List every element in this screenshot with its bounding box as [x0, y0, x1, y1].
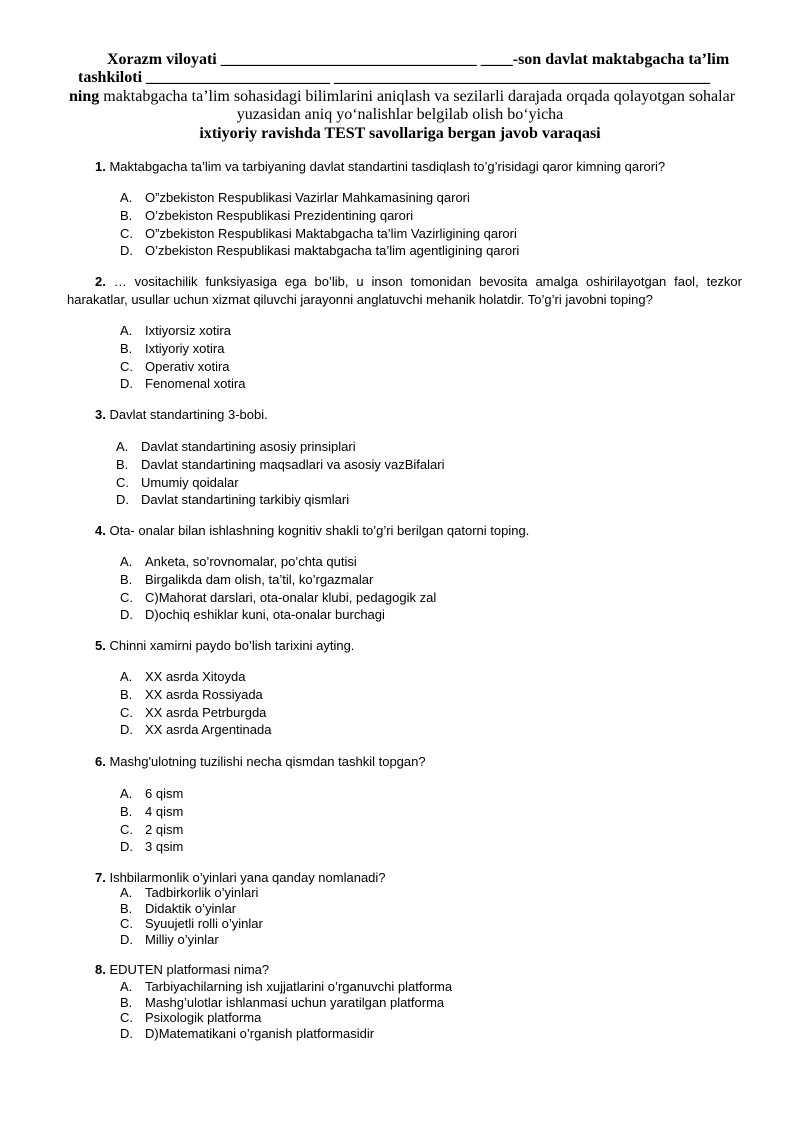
- option-letter: B.: [120, 686, 133, 702]
- option-letter: B.: [120, 900, 133, 916]
- option-a[interactable]: [120, 322, 245, 340]
- question-5: [95, 637, 354, 655]
- question-7-options: [120, 885, 263, 948]
- option-text: Birgalikda dam olish, ta’til, ko’rgazmalar: [145, 571, 374, 587]
- option-text: 2 qism: [145, 821, 184, 837]
- option-text: Davlat standartining tarkibiy qismlari: [141, 492, 350, 508]
- question-text: Ota- onalar bilan ishlashning kognitiv shakli to’g’ri berilgan qatorni toping.: [109, 523, 530, 538]
- option-text: Mashg’ulotlar ishlanmasi uchun yaratilgan platforma: [145, 994, 445, 1010]
- question-number: 5.: [95, 638, 106, 653]
- option-d[interactable]: [120, 932, 263, 948]
- option-text: O’zbekiston Respublikasi maktabgacha ta’lim agentligining qarori: [145, 243, 520, 259]
- option-letter: C.: [120, 704, 133, 720]
- question-8-options: [120, 979, 452, 1042]
- question-4: [95, 522, 529, 540]
- option-text: XX asrda Xitoyda: [145, 669, 246, 684]
- option-letter: A.: [120, 554, 133, 569]
- option-c[interactable]: [116, 474, 444, 492]
- question-text: … vositachilik funksiyasiga ega bo’lib, u inson tomonidan bevosita amalga oshirilayotgan faol, tezkor harakatlar, usullar uchun xizmat qiluvchi jarayonni anglatuvchi mehanik holatdir. To’g’ri javobni toping?: [67, 274, 742, 307]
- option-text: Umumiy qoidalar: [141, 474, 239, 490]
- question-text: Maktabgacha ta’lim va tarbiyaning davlat standartini tasdiqlash to’g’risidagi qaror kimning qarori?: [109, 159, 666, 174]
- option-a[interactable]: [120, 885, 263, 901]
- question-text: Davlat standartining 3-bobi.: [109, 407, 268, 422]
- question-number: 4.: [95, 523, 106, 538]
- question-2: [67, 273, 742, 309]
- header-line-region: Xorazm viloyati ________________________________ ____-son davlat maktabgacha ta’lim: [107, 51, 730, 68]
- option-letter: D.: [120, 722, 133, 738]
- option-text: Operativ xotira: [145, 358, 230, 374]
- option-text: Tarbiyachilarning ish xujjatlarini o’rganuvchi platforma: [145, 979, 453, 994]
- option-c[interactable]: [120, 225, 519, 243]
- option-text: Ixtiyoriy xotira: [145, 340, 225, 356]
- option-a[interactable]: [120, 979, 452, 995]
- question-1: [95, 158, 665, 176]
- option-letter: B.: [120, 571, 133, 587]
- option-text: Anketa, so’rovnomalar, po’chta qutisi: [145, 554, 357, 569]
- option-text: Syuujetli rolli o’yinlar: [145, 916, 263, 932]
- option-letter: A.: [120, 979, 133, 994]
- question-number: 8.: [95, 962, 106, 977]
- option-a[interactable]: [120, 785, 183, 803]
- option-text: Didaktik o’yinlar: [145, 900, 237, 916]
- option-c[interactable]: [120, 916, 263, 932]
- option-text: XX asrda Petrburgda: [145, 704, 267, 720]
- option-a[interactable]: [120, 553, 436, 571]
- option-c[interactable]: [120, 1010, 452, 1026]
- option-text: 6 qism: [145, 786, 184, 801]
- option-d[interactable]: [120, 1026, 452, 1042]
- option-text: D)Matematikani o’rganish platformasidir: [145, 1026, 375, 1042]
- option-b[interactable]: [120, 207, 519, 225]
- option-letter: D.: [120, 607, 133, 623]
- question-6-options: [120, 785, 183, 856]
- option-text: O”zbekiston Respublikasi Vazirlar Mahkamasining qarori: [145, 190, 470, 205]
- option-text: C)Mahorat darslari, ota-onalar klubi, pedagogik zal: [145, 589, 437, 605]
- option-letter: C.: [120, 358, 133, 374]
- option-text: Fenomenal xotira: [145, 376, 246, 392]
- option-text: Davlat standartining asosiy prinsiplari: [141, 439, 356, 454]
- question-3: [95, 406, 268, 424]
- option-letter: A.: [120, 323, 133, 338]
- header-line-purpose: yuzasidan aniq yoʻnalishlar belgilab olish boʻyicha: [236, 106, 564, 123]
- header-line-description: [69, 87, 735, 106]
- question-8: [95, 961, 269, 979]
- option-text: Psixologik platforma: [145, 1010, 262, 1026]
- option-letter: D.: [120, 376, 133, 392]
- option-letter: C.: [120, 916, 133, 932]
- option-d[interactable]: [120, 242, 519, 260]
- question-text: Chinni xamirni paydo bo’lish tarixini ayting.: [109, 638, 355, 653]
- question-2-options: [120, 322, 245, 393]
- option-a[interactable]: [120, 189, 519, 207]
- option-text: D)ochiq eshiklar kuni, ota-onalar burchagi: [145, 607, 385, 623]
- question-3-options: [116, 438, 444, 509]
- option-letter: C.: [120, 589, 133, 605]
- option-letter: C.: [116, 474, 129, 490]
- option-d[interactable]: [120, 721, 271, 739]
- option-letter: D.: [120, 839, 133, 855]
- option-b[interactable]: [120, 901, 263, 917]
- question-text: Mashg'ulotning tuzilishi necha qismdan tashkil topgan?: [109, 754, 426, 769]
- question-text: Ishbilarmonlik o’yinlari yana qanday nomlanadi?: [109, 870, 386, 885]
- option-b[interactable]: [120, 571, 436, 589]
- question-number: 7.: [95, 870, 106, 885]
- option-letter: D.: [120, 243, 133, 259]
- option-text: O’zbekiston Respublikasi Prezidentining qarori: [145, 207, 414, 223]
- option-letter: D.: [120, 1026, 133, 1042]
- option-letter: C.: [120, 1010, 133, 1026]
- option-text: O”zbekiston Respublikasi Maktabgacha ta’lim Vazirligining qarori: [145, 225, 517, 241]
- question-number: 2.: [95, 274, 106, 289]
- option-a[interactable]: [116, 438, 444, 456]
- option-letter: A.: [116, 439, 129, 454]
- option-text: XX asrda Argentinada: [145, 722, 272, 738]
- option-text: Tadbirkorlik o’yinlari: [145, 885, 259, 900]
- option-letter: B.: [120, 340, 133, 356]
- option-c[interactable]: [120, 358, 245, 376]
- header-line-description-bold: ning: [69, 88, 100, 105]
- option-b[interactable]: [120, 995, 452, 1011]
- question-text: EDUTEN platformasi nima?: [109, 962, 270, 977]
- option-b[interactable]: [116, 456, 444, 474]
- option-d[interactable]: [120, 606, 436, 624]
- option-letter: C.: [120, 225, 133, 241]
- option-letter: D.: [120, 932, 133, 948]
- header-line-institution: tashkiloti _______________________ _______________________________________________: [78, 69, 711, 86]
- option-text: Ixtiyorsiz xotira: [145, 323, 231, 338]
- option-b[interactable]: [120, 803, 183, 821]
- option-text: 4 qism: [145, 803, 184, 819]
- question-6: [95, 753, 426, 771]
- option-b[interactable]: [120, 686, 271, 704]
- option-text: XX asrda Rossiyada: [145, 686, 263, 702]
- question-number: 1.: [95, 159, 106, 174]
- question-number: 3.: [95, 407, 106, 422]
- option-letter: B.: [120, 803, 133, 819]
- option-letter: A.: [120, 885, 133, 900]
- option-d[interactable]: [116, 491, 444, 509]
- option-text: 3 qsim: [145, 839, 184, 855]
- option-text: Milliy o’yinlar: [145, 932, 219, 948]
- option-letter: D.: [116, 492, 129, 508]
- question-7: [95, 869, 386, 887]
- option-letter: A.: [120, 190, 133, 205]
- question-number: 6.: [95, 754, 106, 769]
- question-1-options: [120, 189, 519, 260]
- option-letter: B.: [120, 207, 133, 223]
- option-c[interactable]: [120, 589, 436, 607]
- option-c[interactable]: [120, 704, 271, 722]
- option-letter: B.: [116, 456, 129, 472]
- option-d[interactable]: [120, 375, 245, 393]
- option-c[interactable]: [120, 821, 183, 839]
- option-b[interactable]: [120, 340, 245, 358]
- option-letter: A.: [120, 786, 133, 801]
- option-text: Davlat standartining maqsadlari va asosiy vazBifalari: [141, 456, 445, 472]
- option-d[interactable]: [120, 838, 183, 856]
- option-letter: B.: [120, 994, 133, 1010]
- question-5-options: [120, 668, 271, 739]
- option-a[interactable]: [120, 668, 271, 686]
- header-line-description-rest: maktabgacha ta’lim sohasidagi bilimlarini aniqlash va sezilarli darajada orqada qolayotgan sohalar: [99, 88, 736, 105]
- option-letter: A.: [120, 669, 133, 684]
- option-letter: C.: [120, 821, 133, 837]
- document-title: ixtiyoriy ravishda TEST savollariga bergan javob varaqasi: [199, 125, 601, 142]
- question-4-options: [120, 553, 436, 624]
